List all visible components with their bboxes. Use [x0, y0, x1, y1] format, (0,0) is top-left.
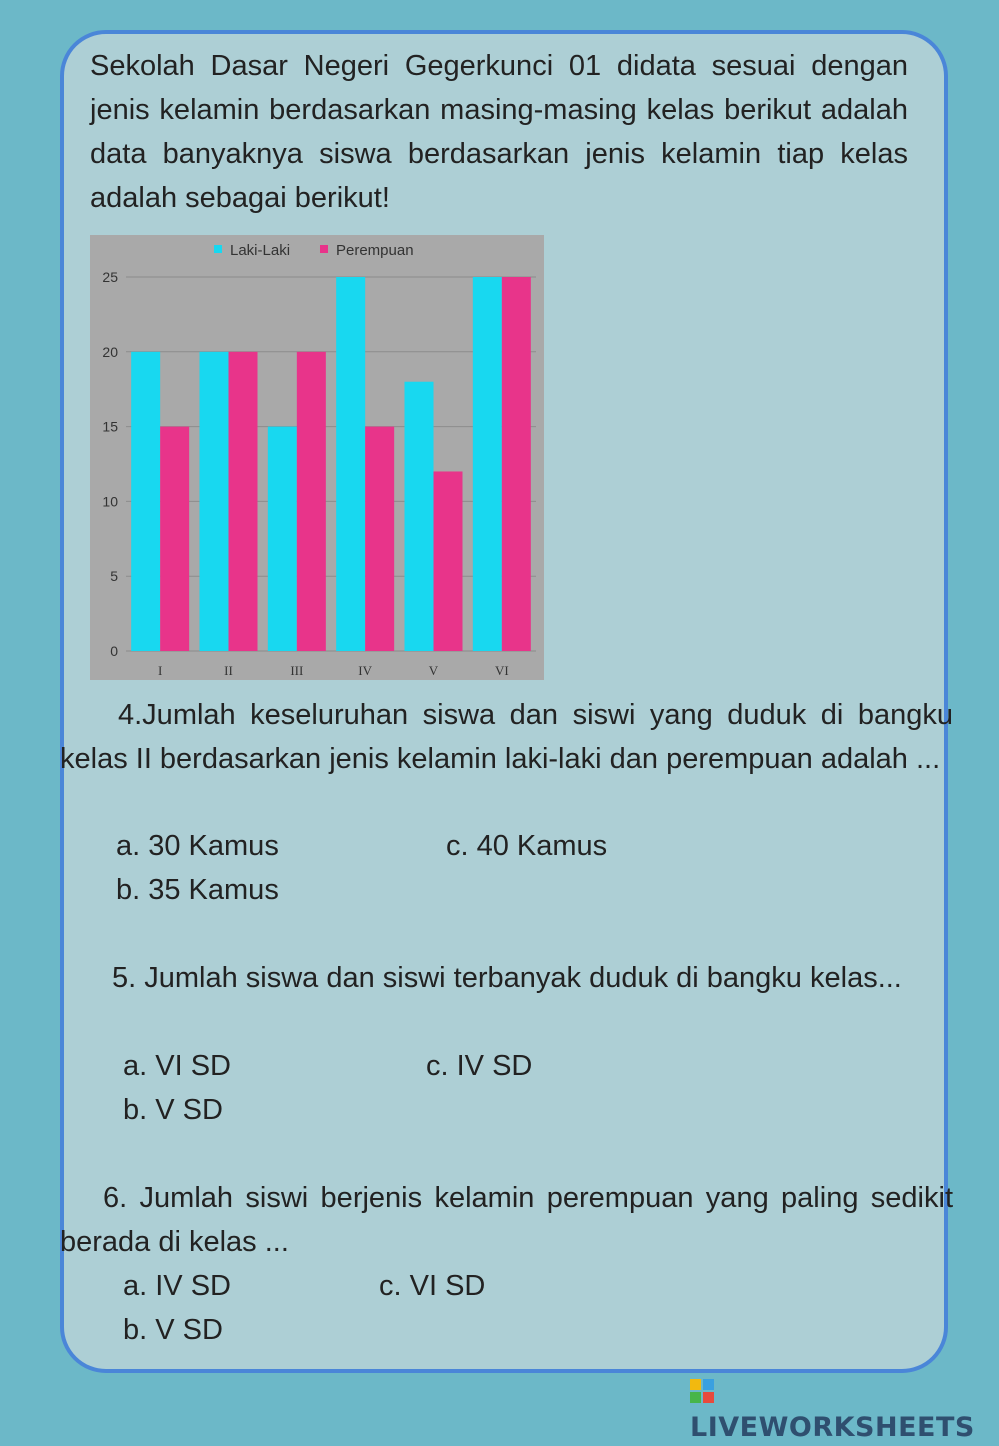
x-tick-label: II [224, 663, 233, 678]
legend-swatch [320, 245, 328, 253]
question-6-option-c[interactable]: c. VI SD [379, 1270, 486, 1302]
y-tick-label: 20 [102, 343, 118, 360]
liveworksheets-brand-text: LIVEWORKSHEETS [690, 1412, 975, 1443]
question-5-option-a[interactable]: a. VI SD [123, 1050, 231, 1082]
y-tick-label: 10 [102, 493, 118, 510]
y-tick-label: 15 [102, 418, 118, 435]
bar-laki-laki [473, 277, 502, 651]
intro-paragraph: Sekolah Dasar Negeri Gegerkunci 01 didata sesuai dengan jenis kelamin berdasarkan masing-masing kelas berikut adalah data banyaknya siswa berdasarkan jenis kelamin tiap kelas adalah sebagai berikut! [90, 50, 908, 214]
question-5-text: 5. Jumlah siswa dan siswi terbanyak duduk di bangku kelas... [112, 962, 902, 994]
question-5-option-c[interactable]: c. IV SD [426, 1050, 533, 1082]
question-4-option-a[interactable]: a. 30 Kamus [116, 830, 279, 862]
question-6-text: 6. Jumlah siswi berjenis kelamin perempuan yang paling sedikit berada di kelas ... [60, 1182, 953, 1258]
y-tick-label: 0 [110, 643, 118, 659]
bar-perempuan [160, 427, 189, 651]
question-6-option-a[interactable]: a. IV SD [123, 1270, 231, 1302]
liveworksheets-brand[interactable] [690, 1374, 999, 1443]
question-5-option-b[interactable]: b. V SD [123, 1094, 223, 1126]
bar-perempuan [502, 277, 531, 651]
y-tick-label: 5 [110, 568, 118, 585]
question-4-option-c[interactable]: c. 40 Kamus [446, 830, 608, 862]
bar-perempuan [434, 471, 463, 651]
bar-perempuan [365, 427, 394, 651]
question-4-text: 4.Jumlah keseluruhan siswa dan siswi yang duduk di bangku kelas II berdasarkan jenis kelamin laki-laki dan perempuan adalah ... [60, 699, 953, 775]
question-4-option-b[interactable]: b. 35 Kamus [116, 874, 279, 906]
legend-swatch [214, 245, 222, 253]
bar-laki-laki [200, 352, 229, 651]
question-6-option-b[interactable]: b. V SD [123, 1314, 223, 1346]
bar-chart-svg [90, 235, 544, 680]
bar-chart [90, 235, 544, 680]
legend-label: Laki-Laki [230, 242, 291, 259]
legend-label: Perempuan [336, 242, 414, 259]
x-tick-label: I [157, 663, 163, 678]
x-tick-label: VI [494, 663, 509, 678]
x-tick-label: III [290, 663, 304, 678]
bar-laki-laki [268, 427, 297, 651]
bar-laki-laki [336, 277, 365, 651]
bar-laki-laki [405, 382, 434, 651]
bar-perempuan [297, 352, 326, 651]
liveworksheets-logo-icon [690, 1379, 714, 1403]
x-tick-label: IV [358, 663, 373, 678]
bar-perempuan [229, 352, 258, 651]
bar-laki-laki [131, 352, 160, 651]
y-tick-label: 25 [102, 269, 118, 285]
x-tick-label: V [428, 663, 439, 678]
